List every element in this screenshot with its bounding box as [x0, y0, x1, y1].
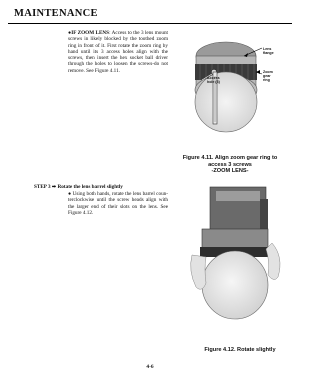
- page-header-title: MAINTENANCE: [14, 8, 98, 19]
- bullet-icon: ●: [68, 30, 72, 36]
- page-number: 4-6: [146, 364, 154, 370]
- zoom-lens-body: : Access to the 3 lens mount screws in likely blocked by the toothed zoom ring in front of it. First rotate the zoom ring by hand until its 3 access holes align with the screws, then insert the hex socket ball driver through the holes to loosen the screws-do not remove. See Figure 4.11.: [68, 30, 168, 74]
- zoom-lens-lead: IF ZOOM LENS: [71, 30, 110, 36]
- bullet-icon: ●: [68, 191, 72, 197]
- figure-4-11-caption: Figure 4.11. Align zoom gear ring to access 3 screws -ZOOM LENS-: [182, 155, 278, 175]
- callout-access-hole: Access hole (3): [207, 76, 220, 85]
- figure-4-12-caption: Figure 4.12. Rotate slightly: [204, 347, 276, 353]
- figure-4-12-illustration: [180, 185, 290, 350]
- zoom-lens-paragraph: [68, 30, 168, 74]
- arrow-icon: ➡: [51, 184, 57, 190]
- front-lens-element: [195, 72, 257, 132]
- right-hand: [266, 243, 280, 280]
- header-rule: [8, 23, 292, 24]
- left-hand: [191, 255, 206, 289]
- callout-lens-flange: Lens flange: [263, 47, 274, 56]
- callout-zoom-gear-ring: Zoom gear ring: [263, 70, 273, 83]
- front-lens-element: [202, 251, 268, 319]
- step-3-body: ● Using both hands, rotate the lens barrel coun-terclockwise until the screw heads align with the larger end of their slots on the lens. See Figure 4.12.: [68, 191, 168, 216]
- step-3-heading: STEP 3 ➡ Rotate the lens barrel slightly: [34, 184, 123, 190]
